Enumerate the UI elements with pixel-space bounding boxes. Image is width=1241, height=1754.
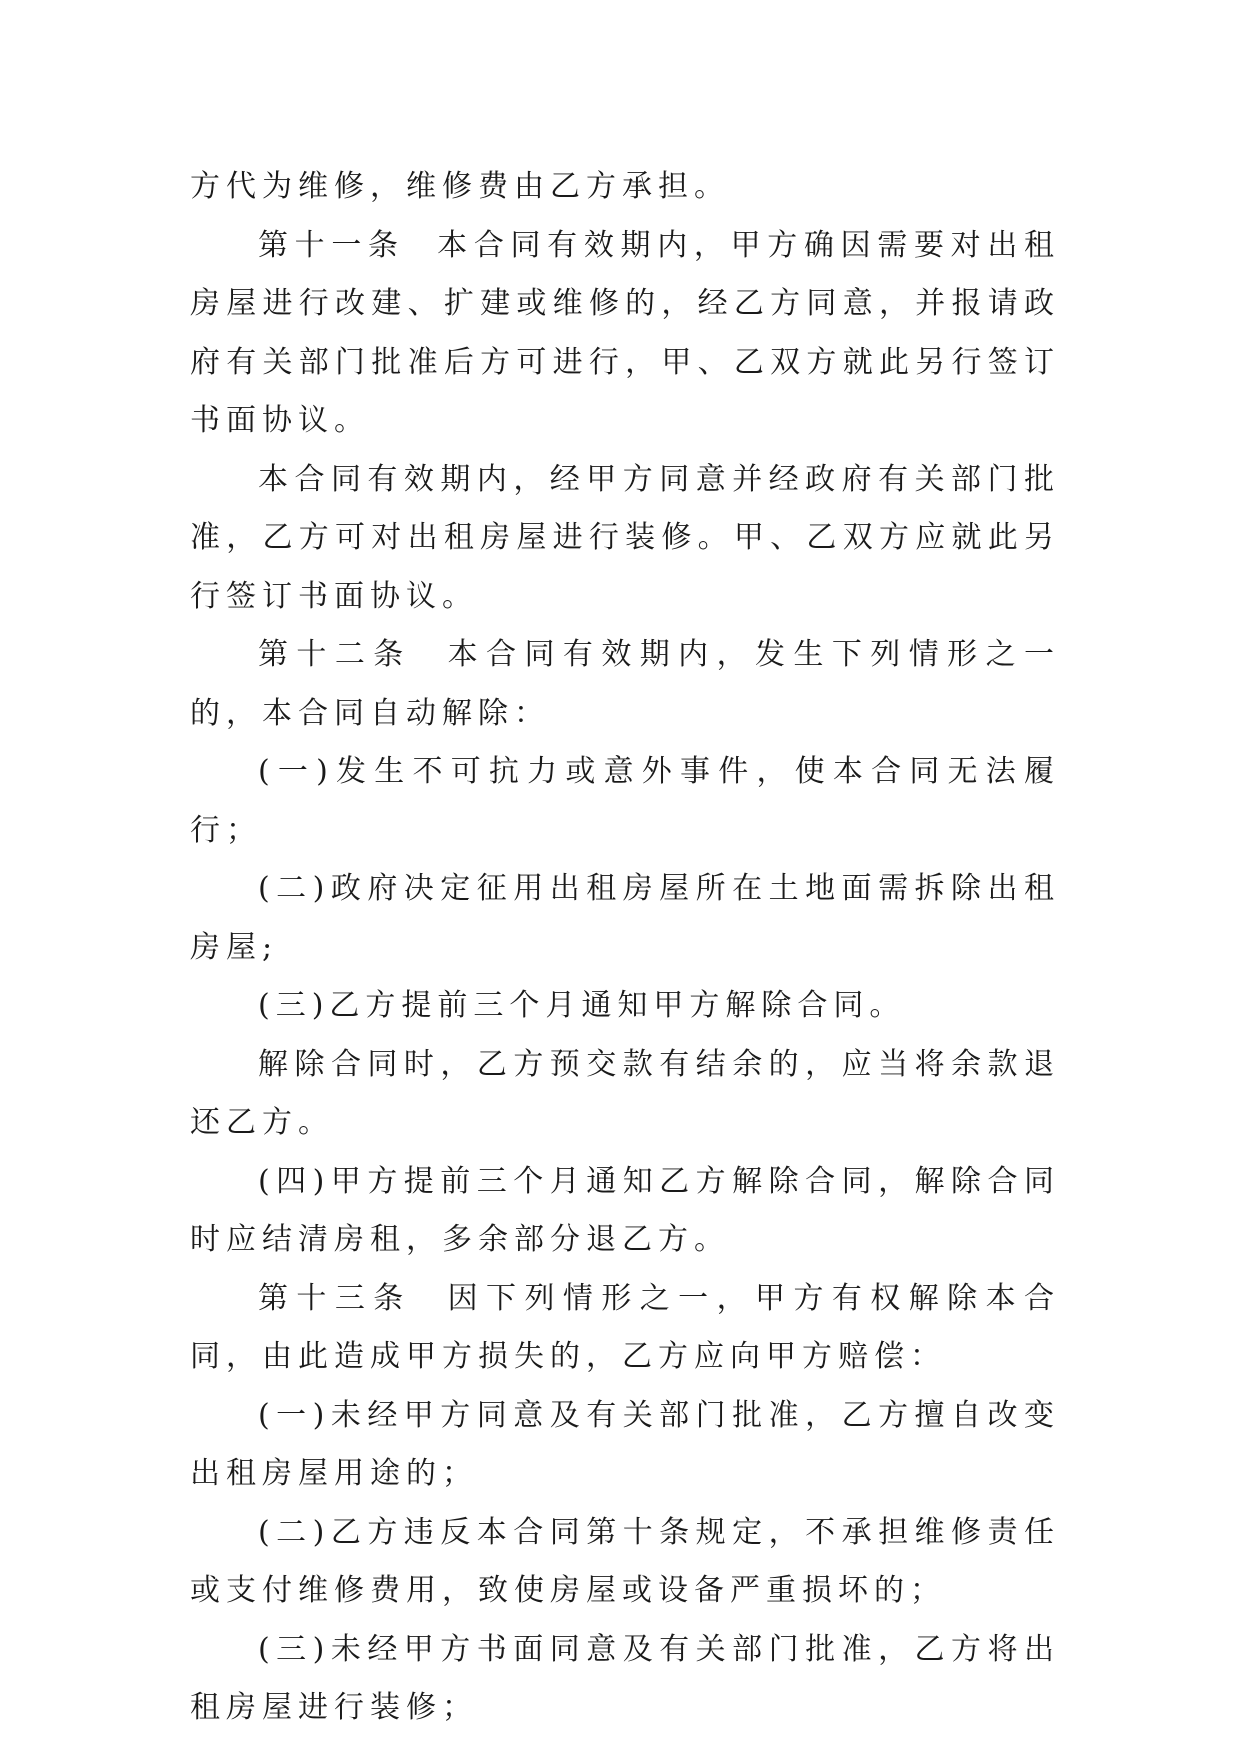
- paragraph-article-11: 第十一条 本合同有效期内，甲方确因需要对出租房屋进行改建、扩建或维修的，经乙方同意，并报请政府有关部门批准后方可进行，甲、乙双方就此另行签订书面协议。: [190, 227, 1060, 438]
- paragraph-item-2: (二)政府决定征用出租房屋所在土地面需拆除出租房屋;: [190, 871, 1060, 965]
- paragraph-item-4: (四)甲方提前三个月通知乙方解除合同，解除合同时应结清房租，多余部分退乙方。: [190, 1163, 1060, 1257]
- paragraph-13-item-3: (三)未经甲方书面同意及有关部门批准，乙方将出租房屋进行装修；: [190, 1631, 1060, 1725]
- paragraph-renovation: 本合同有效期内，经甲方同意并经政府有关部门批准，乙方可对出租房屋进行装修。甲、乙双方应就此另行签订书面协议。: [190, 461, 1060, 614]
- paragraph-item-1: (一)发生不可抗力或意外事件，使本合同无法履行；: [190, 754, 1060, 848]
- paragraph-13-item-1: (一)未经甲方同意及有关部门批准，乙方擅自改变出租房屋用途的；: [190, 1397, 1060, 1491]
- paragraph-refund: 解除合同时，乙方预交款有结余的，应当将余款退还乙方。: [190, 1046, 1060, 1140]
- document-body: [190, 158, 1060, 1738]
- paragraph-article-13: 第十三条 因下列情形之一，甲方有权解除本合同，由此造成甲方损失的，乙方应向甲方赔偿：: [190, 1280, 1060, 1374]
- paragraph-continuation: 方代为维修，维修费由乙方承担。: [190, 169, 730, 204]
- paragraph-item-3: (三)乙方提前三个月通知甲方解除合同。: [258, 988, 906, 1023]
- paragraph-article-12: 第十二条 本合同有效期内，发生下列情形之一的，本合同自动解除：: [190, 637, 1060, 731]
- paragraph-13-item-2: (二)乙方违反本合同第十条规定，不承担维修责任或支付维修费用，致使房屋或设备严重损坏的；: [190, 1514, 1060, 1608]
